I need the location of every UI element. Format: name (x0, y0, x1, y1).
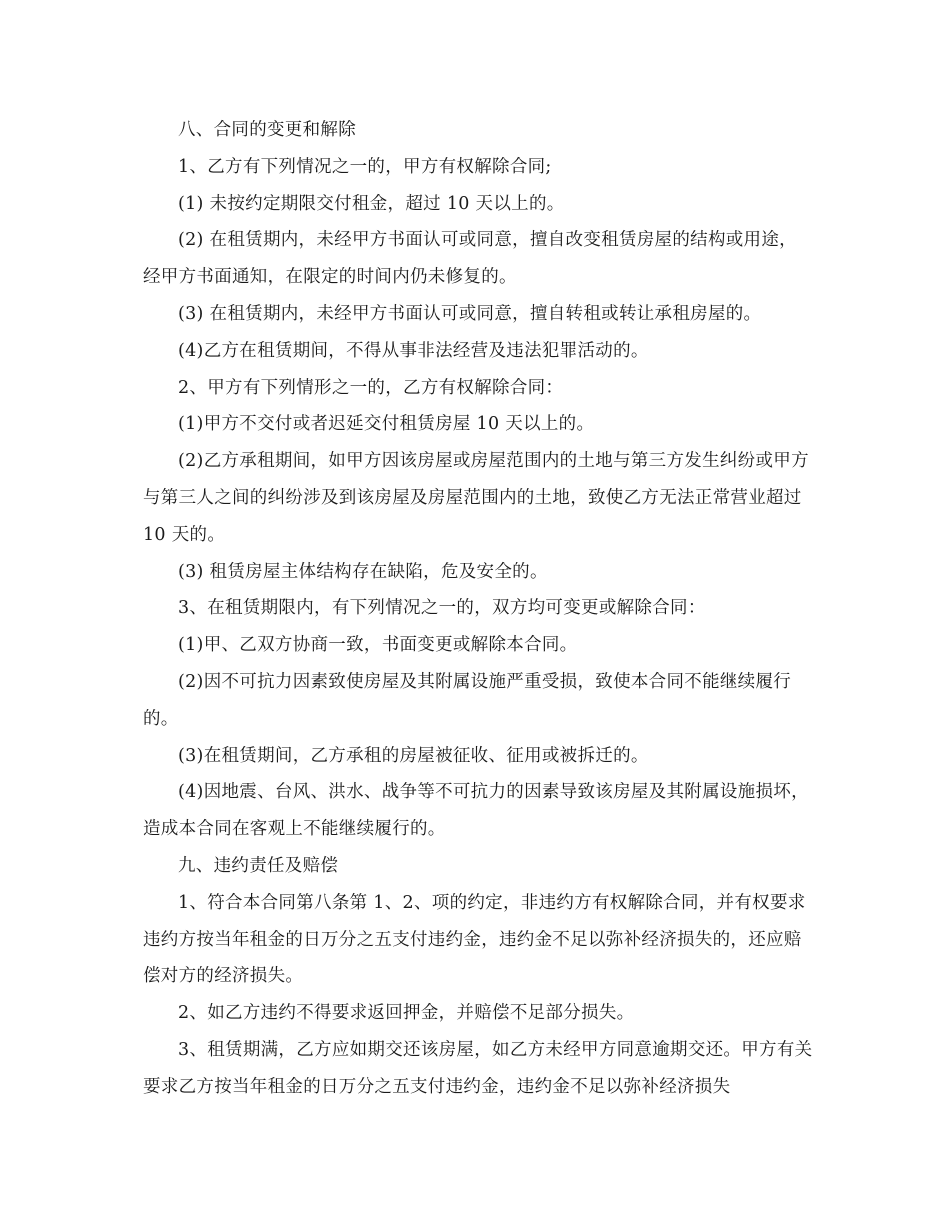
paragraph: 1、符合本合同第八条第 1、2、项的约定，非违约方有权解除合同，并有权要求违约方按当年租金的日万分之五支付违约金，违约金不足以弥补经济损失的，还应赔偿对方的经济损失。 (143, 892, 806, 987)
paragraph: (1)甲方不交付或者迟延交付租赁房屋 10 天以上的。 (178, 414, 595, 435)
paragraph: (1)甲、乙双方协商一致，书面变更或解除本合同。 (178, 635, 578, 656)
section-heading-9: 九、违约责任及赔偿 (178, 855, 339, 876)
paragraph: (2)乙方承租期间，如甲方因该房屋或房屋范围内的土地与第三方发生纠纷或甲方与第三人之间的纠纷涉及到该房屋及房屋范围内的土地，致使乙方无法正常营业超过 10 天的。 (143, 451, 809, 545)
document-body (143, 112, 813, 1106)
paragraph: (4)因地震、台风、洪水、战争等不可抗力的因素导致该房屋及其附属设施损坏，造成本合同在客观上不能继续履行的。 (143, 782, 809, 840)
section-heading-8: 八、合同的变更和解除 (178, 120, 356, 140)
paragraph: (3) 租赁房屋主体结构存在缺陷，危及安全的。 (178, 561, 548, 582)
paragraph: 3、在租赁期限内，有下列情况之一的，双方均可变更或解除合同： (178, 598, 706, 619)
paragraph: 2、如乙方违约不得要求返回押金，并赔偿不足部分损失。 (178, 1003, 635, 1024)
paragraph: (1) 未按约定期限交付租金，超过 10 天以上的。 (178, 193, 565, 214)
paragraph: (3) 在租赁期内，未经甲方书面认可或同意，擅自转租或转让承租房屋的。 (178, 303, 762, 324)
paragraph: (2)因不可抗力因素致使房屋及其附属设施严重受损，致使本合同不能继续履行的。 (143, 671, 792, 729)
paragraph: (3)在租赁期间，乙方承租的房屋被征收、征用或被拆迁的。 (178, 745, 649, 766)
paragraph: 1、乙方有下列情况之一的，甲方有权解除合同; (178, 156, 552, 177)
paragraph: (2) 在租赁期内，未经甲方书面认可或同意，擅自改变租赁房屋的结构或用途，经甲方书面通知，在限定的时间内仍未修复的。 (143, 230, 797, 288)
paragraph: 2、甲方有下列情形之一的，乙方有权解除合同： (178, 377, 564, 398)
paragraph: 3、租赁期满，乙方应如期交还该房屋，如乙方未经甲方同意逾期交还。甲方有关要求乙方按当年租金的日万分之五支付违约金，违约金不足以弥补经济损失 (143, 1039, 813, 1097)
paragraph: (4)乙方在租赁期间，不得从事非法经营及违法犯罪活动的。 (178, 340, 649, 361)
